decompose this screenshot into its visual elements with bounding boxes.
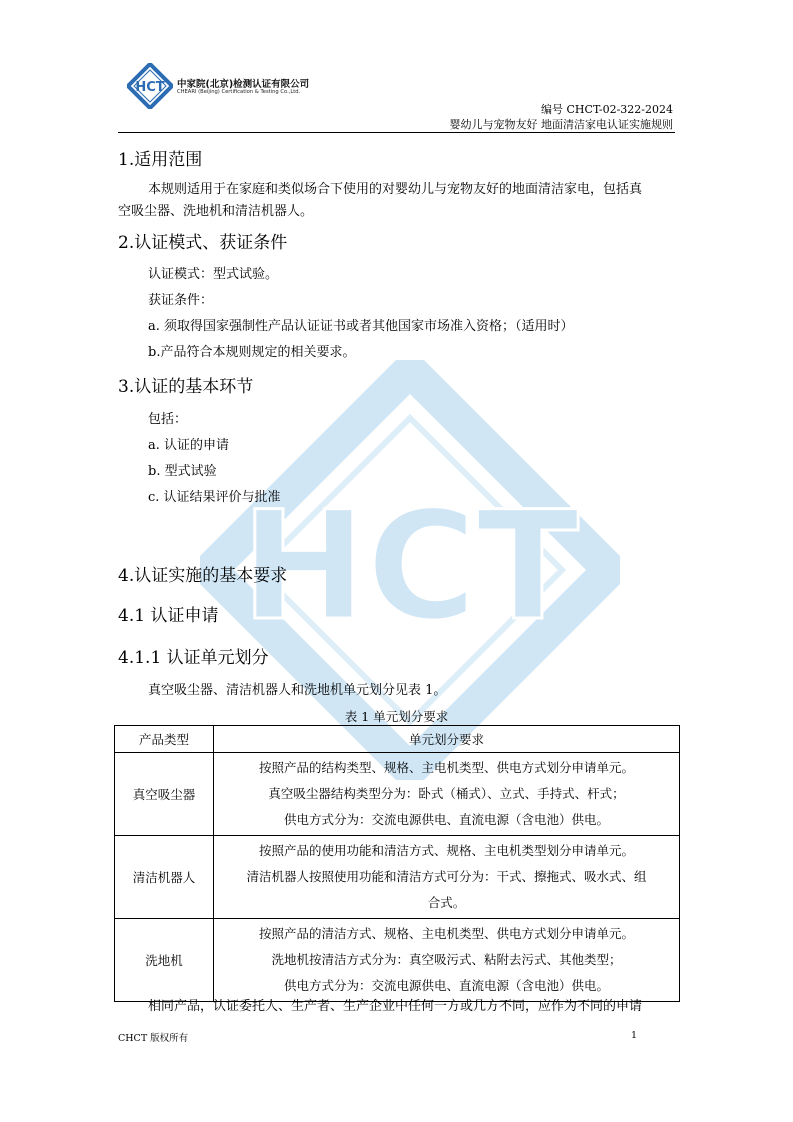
condition-b: b.产品符合本规则规定的相关要求。 [148, 345, 356, 360]
requirement-line: 按照产品的清洁方式、规格、主电机类型、供电方式划分申请单元。 [258, 926, 634, 941]
column-header-unit-requirement: 单元划分要求 [214, 726, 680, 753]
product-type-cell: 清洁机器人 [115, 836, 214, 919]
section-1-paragraph-line-1: 本规则适用于在家庭和类似场合下使用的对婴幼儿与宠物友好的地面清洁家电，包括真 [148, 182, 643, 197]
table-intro: 真空吸尘器、清洁机器人和洗地机单元划分见表 1。 [148, 683, 447, 698]
table-row [115, 919, 680, 1002]
footer-copyright: CHCT 版权所有 [118, 1033, 189, 1044]
step-a: a. 认证的申请 [148, 438, 230, 453]
company-name-cn: 中家院(北京)检测认证有限公司 [177, 79, 310, 90]
requirement-line: 供电方式分为：交流电源供电、直流电源（含电池）供电。 [283, 812, 609, 827]
requirement-cell [214, 919, 680, 1002]
requirement-line: 清洁机器人按照使用功能和清洁方式可分为：干式、擦拖式、吸水式、组 [246, 869, 647, 884]
section-2-heading: 2.认证模式、获证条件 [118, 233, 288, 253]
includes-label: 包括： [148, 412, 188, 427]
requirement-line: 真空吸尘器结构类型分为：卧式（桶式）、立式、手持式、杆式； [268, 786, 625, 801]
requirement-line: 洗地机按清洁方式分为：真空吸污式、粘附去污式、其他类型； [271, 952, 622, 967]
requirement-line: 按照产品的结构类型、规格、主电机类型、供电方式划分申请单元。 [258, 760, 634, 775]
company-name-en: CHEARI (Beijing) Certification & Testing Co.,Ltd. [177, 89, 301, 95]
document-title: 婴幼儿与宠物友好 地面清洁家电认证实施规则 [449, 118, 673, 131]
section-4-1-1-heading: 4.1.1 认证单元划分 [118, 648, 269, 668]
requirement-line: 供电方式分为：交流电源供电、直流电源（含电池）供电。 [283, 978, 609, 993]
product-type-cell: 洗地机 [115, 919, 214, 1002]
header-divider [118, 132, 675, 133]
closing-paragraph-line: 相同产品，认证委托人、生产者、生产企业中任何一方或几方不同，应作为不同的申请 [148, 999, 643, 1014]
section-4-1-heading: 4.1 认证申请 [118, 606, 219, 626]
company-logo-icon [127, 63, 173, 109]
certification-mode: 认证模式：型式试验。 [148, 267, 279, 282]
page-number: 1 [631, 1030, 638, 1041]
requirement-cell [214, 836, 680, 919]
document-number: 编号 CHCT-02-322-2024 [541, 103, 673, 116]
section-3-heading: 3.认证的基本环节 [118, 377, 254, 397]
table-row [115, 836, 680, 919]
watermark-text: HCT [241, 480, 579, 654]
step-c: c. 认证结果评价与批准 [148, 490, 281, 505]
requirement-line: 按照产品的使用功能和清洁方式、规格、主电机类型划分申请单元。 [258, 843, 634, 858]
requirement-line: 合式。 [427, 895, 466, 910]
unit-division-table [114, 725, 680, 1002]
table-header-row [115, 726, 680, 753]
table-row [115, 753, 680, 836]
table-caption: 表 1 单元划分要求 [344, 709, 449, 724]
product-type-cell: 真空吸尘器 [115, 753, 214, 836]
section-1-paragraph-line-2: 空吸尘器、洗地机和清洁机器人。 [118, 204, 314, 219]
condition-a: a. 须取得国家强制性产品认证证书或者其他国家市场准入资格；（适用时） [148, 319, 574, 334]
logo-text: HCT [135, 80, 165, 95]
column-header-product-type: 产品类型 [115, 726, 214, 753]
requirement-cell [214, 753, 680, 836]
section-1-heading: 1.适用范围 [118, 150, 203, 170]
conditions-label: 获证条件： [148, 293, 214, 308]
step-b: b. 型式试验 [148, 464, 217, 479]
section-4-heading: 4.认证实施的基本要求 [118, 566, 288, 586]
